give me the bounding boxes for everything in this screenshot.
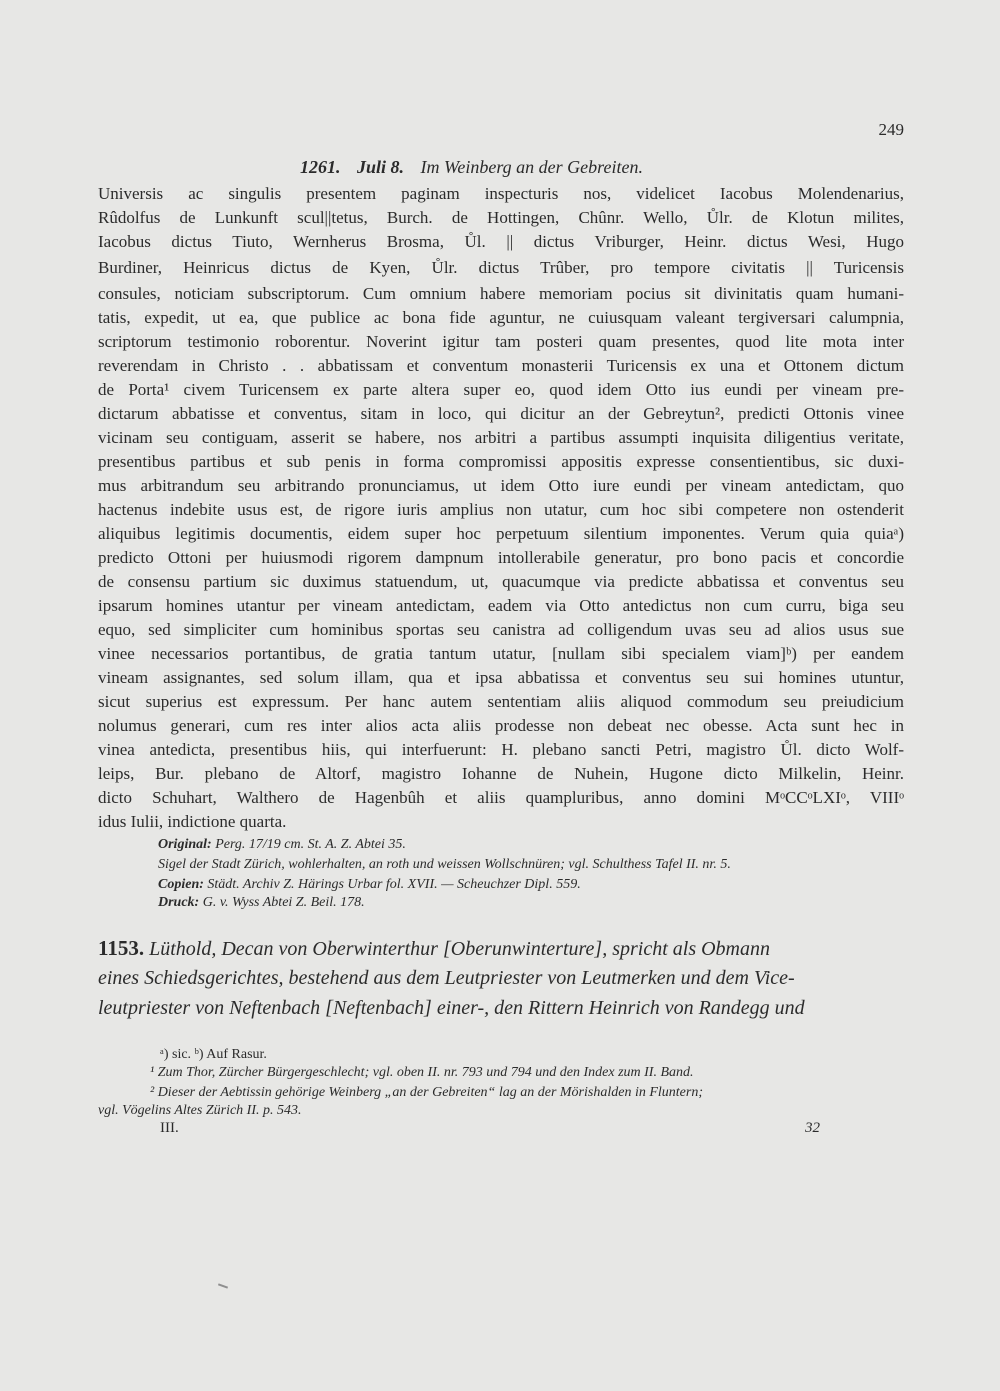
text-line: idus Iulii, indictione quarta. xyxy=(98,812,287,831)
note-text: Städt. Archiv Z. Härings Urbar fol. XVII. — Scheuchzer Dipl. 559. xyxy=(207,877,581,892)
scan-mark xyxy=(218,1283,228,1288)
text-line: ipsarum homines utantur per vineam antedictam, eadem via Otto antedictus non cum curru, biga seu xyxy=(98,596,904,615)
document-number: 1261. xyxy=(300,157,341,177)
text-line: vinee necessarios portantibus, de gratia tantum utatur, [nullam sibi specialem viam]ᵇ) per eandem xyxy=(98,644,904,663)
footnote: vgl. Vögelins Altes Zürich II. p. 543. xyxy=(98,1103,302,1118)
text-line: mus arbitrandum seu arbitrando pronunciamus, ut idem Otto iure eundi per vineam antedictam, quo xyxy=(98,476,904,495)
text-line: de consensu partium sic duximus statuendum, ut, quacumque via predicte abbatissa et conventus seu xyxy=(98,572,904,591)
footnote: ᵃ) sic. ᵇ) Auf Rasur. xyxy=(160,1047,267,1062)
footnote: ¹ Zum Thor, Zürcher Bürgergeschlecht; vgl. oben II. nr. 793 und 794 und den Index zum II. Band. xyxy=(150,1065,694,1080)
text-line: consules, noticiam subscriptorum. Cum omnium habere memoriam pocius sit divinitatis quam humani- xyxy=(98,284,904,303)
sheet-signature xyxy=(160,1120,820,1137)
note-copies xyxy=(158,876,904,894)
document-place: Im Weinberg an der Gebreiten. xyxy=(420,157,643,177)
text-line: aliquibus legitimis documentis, eidem super hoc perpetuum silentium imponentes. Verum quia quiaᵃ) xyxy=(98,524,904,543)
text-line: Burdiner, Heinricus dictus de Kyen, Ůlr. dictus Trûber, pro tempore civitatis || Turicensis xyxy=(98,258,904,277)
note-print xyxy=(158,894,904,912)
text-line: de Porta¹ civem Turicensem ex parte altera super eo, quod idem Otto ius eundi per vineam pre- xyxy=(98,380,904,399)
text-line: tatis, expedit, ut ea, que publice ac bona fide aguntur, ne cuiusquam valeant tergiversari calumpnia, xyxy=(98,308,904,327)
text-line: Rûdolfus de Lunkunft scul||tetus, Burch. de Hottingen, Chûnr. Wello, Ůlr. de Klotun milites, xyxy=(98,208,904,227)
next-document-line: eines Schiedsgerichtes, bestehend aus dem Leutpriester von Leutmerken und dem Vice- xyxy=(98,967,795,989)
text-line: vinea antedicta, presentibus hiis, qui interfuerunt: H. plebano sancti Petri, magistro Ůl. dicto Wolf- xyxy=(98,740,904,759)
text-line: dictarum abbatisse et conventus, sitam in loco, qui dicitur an der Gebreytun², predicti Ottonis vinee xyxy=(98,404,904,423)
note-label: Copien: xyxy=(158,877,204,892)
note-text: Perg. 17/19 cm. St. A. Z. Abtei 35. xyxy=(215,837,406,852)
volume-number: III. xyxy=(160,1120,179,1136)
note-label: Original: xyxy=(158,837,212,852)
document-date: Juli 8. xyxy=(357,157,405,177)
text-line: Universis ac singulis presentem paginam inspecturis nos, videlicet Iacobus Molendenarius, xyxy=(98,184,904,203)
note-text: G. v. Wyss Abtei Z. Beil. 178. xyxy=(202,895,365,910)
text-line: nolumus generari, cum res inter alios acta aliis prodesse non debeat nec obesse. Acta sunt hec in xyxy=(98,716,904,735)
text-line: Iacobus dictus Tiuto, Wernherus Brosma, Ůl. || dictus Vriburger, Heinr. dictus Wesi, Hugo xyxy=(98,232,904,251)
text-line: predicto Ottoni per huiusmodi rigorem dampnum intollerabile generatur, pro bono pacis et concordie xyxy=(98,548,904,567)
text-line: vineam assignantes, sed solum illam, qua et ipsa abbatissa et conventus seu sui homines utuntur, xyxy=(98,668,904,687)
signature-number: 32 xyxy=(805,1120,820,1136)
text-line: dicto Schuhart, Walthero de Hagenbûh et aliis quampluribus, anno domini MᵒCCᵒLXIᵒ, VIIIᵒ xyxy=(98,788,904,807)
note-seal xyxy=(158,856,904,874)
text-line: vicinam seu contiguam, asserit se habere, nos arbitri a partibus assumpti inquisita diligentius veritate, xyxy=(98,428,904,447)
text-line: equo, sed simpliciter cum hominibus sportas seu canistra ad colligendum uvas seu ad alios usus sue xyxy=(98,620,904,639)
text-line: scriptorum testimonio roborentur. Noverint igitur tam posteri quam presentes, quod lite mota inter xyxy=(98,332,904,351)
document-heading xyxy=(300,157,643,178)
text-line: hactenus indebite usus est, de rigore iuris amplius non utatur, cum hoc sibi competere non ostenderit xyxy=(98,500,904,519)
text-line: sicut superius est expressum. Per hanc autem sententiam aliis aliquod commodum seu preiudicium xyxy=(98,692,904,711)
text-line: reverendam in Christo . . abbatissam et conventum monasterii Turicensis ex una et Ottonem dictum xyxy=(98,356,904,375)
text-line: leips, Bur. plebano de Altorf, magistro Iohanne de Nuhein, Hugone dicto Milkelin, Heinr. xyxy=(98,764,904,783)
next-document-line: leutpriester von Neftenbach [Neftenbach] einer-, den Rittern Heinrich von Randegg und xyxy=(98,997,805,1019)
footnote: ² Dieser der Aebtissin gehörige Weinberg „an der Gebreiten“ lag an der Mörishalden in Fluntern; xyxy=(150,1085,703,1100)
text-line: presentibus partibus et sub penis in forma compromissi appositis expresse consentientibus, sic duxi- xyxy=(98,452,904,471)
next-document-number: 1153. xyxy=(98,936,145,960)
page-number: 249 xyxy=(878,120,904,139)
note-label: Druck: xyxy=(158,895,200,910)
next-document-text: Lüthold, Decan von Oberwinterthur [Oberunwinterture], spricht als Obmann xyxy=(149,938,771,960)
next-document-line xyxy=(98,934,904,963)
note-original xyxy=(158,836,904,854)
note-text: Sigel der Stadt Zürich, wohlerhalten, an roth und weissen Wollschnüren; vgl. Schulthess Tafel II. nr. 5. xyxy=(158,857,731,872)
